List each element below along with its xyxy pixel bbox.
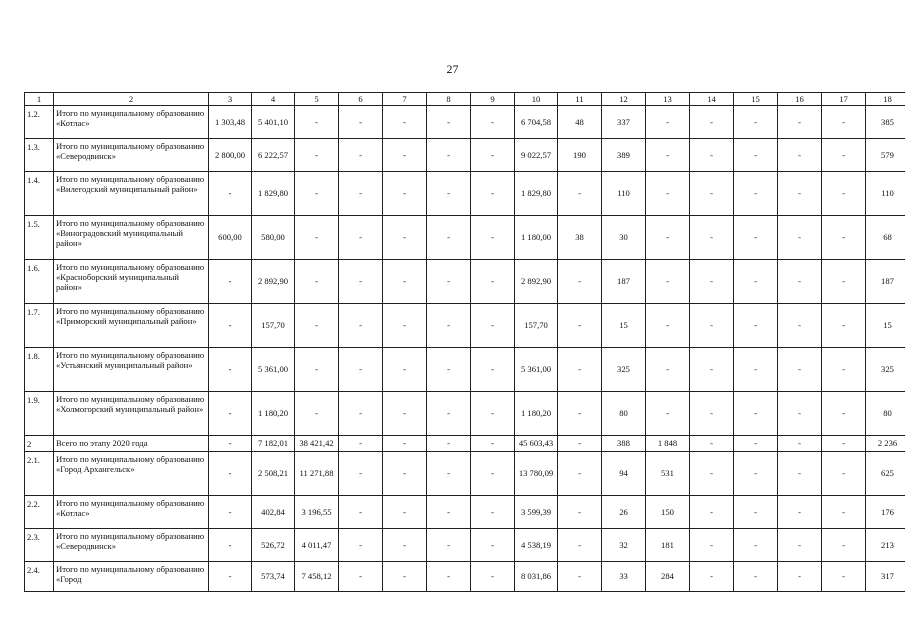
table-cell: 7 458,12 [295, 562, 339, 592]
table-cell: - [558, 260, 602, 304]
table-cell: 325 [602, 348, 646, 392]
table-cell: - [383, 304, 427, 348]
table-cell: - [822, 172, 866, 216]
table-cell: - [646, 216, 690, 260]
row-name: Итого по муниципальному образованию «Вилегодский муниципальный район» [54, 172, 209, 216]
row-number: 1.5. [25, 216, 54, 260]
table-cell: - [427, 106, 471, 139]
table-cell: - [383, 172, 427, 216]
table-cell: 3 196,55 [295, 496, 339, 529]
row-name: Итого по муниципальному образованию «Устьянский муниципальный район» [54, 348, 209, 392]
row-number: 1.9. [25, 392, 54, 436]
table-cell: 187 [602, 260, 646, 304]
table-cell: - [427, 452, 471, 496]
table-cell: - [778, 392, 822, 436]
table-cell: - [822, 304, 866, 348]
table-cell: - [383, 562, 427, 592]
table-cell: - [690, 172, 734, 216]
table-cell: - [209, 172, 252, 216]
table-cell: 5 401,10 [252, 106, 295, 139]
table-cell: - [646, 172, 690, 216]
table-cell: 157,70 [252, 304, 295, 348]
row-name: Итого по муниципальному образованию «Красноборский муниципальный район» [54, 260, 209, 304]
table-cell: - [383, 260, 427, 304]
column-header: 9 [471, 93, 515, 106]
table-row [25, 139, 905, 172]
table-cell: 80 [866, 392, 905, 436]
table-cell: - [295, 106, 339, 139]
table-cell: - [471, 348, 515, 392]
table-cell: - [734, 139, 778, 172]
table-cell: - [690, 304, 734, 348]
row-number: 1.7. [25, 304, 54, 348]
table-cell: 213 [866, 529, 905, 562]
table-cell: - [471, 106, 515, 139]
table-cell: - [690, 562, 734, 592]
row-name: Итого по муниципальному образованию «Город Архангельск» [54, 452, 209, 496]
row-number: 1.2. [25, 106, 54, 139]
table-cell: - [734, 452, 778, 496]
column-header: 13 [646, 93, 690, 106]
table-cell: 32 [602, 529, 646, 562]
table-cell: 11 271,88 [295, 452, 339, 496]
table-cell: - [471, 436, 515, 452]
table-cell: - [558, 304, 602, 348]
table-cell: - [339, 139, 383, 172]
column-header: 4 [252, 93, 295, 106]
column-header: 17 [822, 93, 866, 106]
table-cell: 5 361,00 [252, 348, 295, 392]
table-cell: 48 [558, 106, 602, 139]
table-cell: - [209, 436, 252, 452]
table-cell: 625 [866, 452, 905, 496]
table-cell: - [427, 496, 471, 529]
table-cell: 150 [646, 496, 690, 529]
table-cell: - [427, 304, 471, 348]
table-row [25, 496, 905, 529]
table-cell: 531 [646, 452, 690, 496]
table-cell: 33 [602, 562, 646, 592]
table-cell: - [427, 392, 471, 436]
table-cell: 8 031,86 [515, 562, 558, 592]
row-number: 1.4. [25, 172, 54, 216]
table-cell: - [558, 348, 602, 392]
table-cell: 1 303,48 [209, 106, 252, 139]
table-cell: - [778, 216, 822, 260]
table-cell: 45 603,43 [515, 436, 558, 452]
table-cell: - [209, 260, 252, 304]
table-cell: - [383, 392, 427, 436]
table-cell: 1 180,20 [252, 392, 295, 436]
table-cell: - [339, 529, 383, 562]
table-cell: 3 599,39 [515, 496, 558, 529]
table-cell: 94 [602, 452, 646, 496]
table-cell: 110 [602, 172, 646, 216]
table-row [25, 304, 905, 348]
table-cell: 110 [866, 172, 905, 216]
table-cell: 80 [602, 392, 646, 436]
table-cell: - [646, 139, 690, 172]
table-cell: - [690, 529, 734, 562]
table-cell: - [822, 392, 866, 436]
table-cell: 30 [602, 216, 646, 260]
program-table [24, 92, 905, 592]
row-name: Итого по муниципальному образованию «Северодвинск» [54, 139, 209, 172]
table-cell: - [295, 348, 339, 392]
table-cell: - [339, 562, 383, 592]
table-cell: - [822, 452, 866, 496]
column-header: 6 [339, 93, 383, 106]
table-row [25, 348, 905, 392]
table-cell: - [209, 392, 252, 436]
table-cell: - [295, 392, 339, 436]
table-cell: 1 180,20 [515, 392, 558, 436]
table-cell: - [778, 304, 822, 348]
table-cell: - [427, 172, 471, 216]
row-name: Итого по муниципальному образованию «Холмогорский муниципальный район» [54, 392, 209, 436]
table-cell: 2 508,21 [252, 452, 295, 496]
row-name: Итого по муниципальному образованию «Котлас» [54, 106, 209, 139]
column-header: 2 [54, 93, 209, 106]
table-row [25, 562, 905, 592]
row-name: Итого по муниципальному образованию «Северодвинск» [54, 529, 209, 562]
page-number: 27 [446, 62, 459, 76]
table-cell: - [778, 172, 822, 216]
table-cell: - [295, 260, 339, 304]
column-header: 11 [558, 93, 602, 106]
table-cell: - [734, 496, 778, 529]
table-cell: 317 [866, 562, 905, 592]
table-cell: - [734, 436, 778, 452]
column-header: 18 [866, 93, 905, 106]
table-cell: - [734, 260, 778, 304]
column-header: 10 [515, 93, 558, 106]
table-cell: 600,00 [209, 216, 252, 260]
table-cell: - [646, 392, 690, 436]
table-cell: - [822, 216, 866, 260]
table-cell: 284 [646, 562, 690, 592]
table-cell: - [690, 392, 734, 436]
table-cell: - [690, 216, 734, 260]
table-cell: - [558, 392, 602, 436]
table-cell: - [427, 260, 471, 304]
table-cell: - [339, 216, 383, 260]
table-cell: - [383, 529, 427, 562]
table-cell: - [471, 452, 515, 496]
table-cell: 4 011,47 [295, 529, 339, 562]
table-cell: - [822, 348, 866, 392]
table-row [25, 260, 905, 304]
row-number: 1.3. [25, 139, 54, 172]
table-cell: 176 [866, 496, 905, 529]
table-cell: 26 [602, 496, 646, 529]
table-cell: 573,74 [252, 562, 295, 592]
table-cell: - [209, 496, 252, 529]
table-cell: - [778, 260, 822, 304]
table-cell: - [471, 392, 515, 436]
row-name: Итого по муниципальному образованию «Котлас» [54, 496, 209, 529]
table-cell: 526,72 [252, 529, 295, 562]
table-cell: - [734, 392, 778, 436]
table-cell: - [209, 562, 252, 592]
table-row [25, 392, 905, 436]
column-header: 12 [602, 93, 646, 106]
table-cell: - [558, 172, 602, 216]
row-number: 2.1. [25, 452, 54, 496]
table-cell: - [778, 452, 822, 496]
table-cell: 385 [866, 106, 905, 139]
table-cell: 187 [866, 260, 905, 304]
row-number: 1.6. [25, 260, 54, 304]
table-row [25, 529, 905, 562]
table-row [25, 172, 905, 216]
table-cell: - [558, 496, 602, 529]
table-cell: - [209, 529, 252, 562]
table-body [25, 93, 905, 592]
table-cell: 6 704,58 [515, 106, 558, 139]
table-cell: 38 421,42 [295, 436, 339, 452]
column-header: 7 [383, 93, 427, 106]
table-cell: - [734, 348, 778, 392]
table-cell: 325 [866, 348, 905, 392]
table-cell: - [734, 216, 778, 260]
column-header: 3 [209, 93, 252, 106]
table-cell: - [471, 216, 515, 260]
table-cell: - [471, 529, 515, 562]
table-cell: - [822, 496, 866, 529]
table-cell: - [646, 260, 690, 304]
table-cell: 389 [602, 139, 646, 172]
table-cell: - [339, 348, 383, 392]
table-cell: - [383, 216, 427, 260]
row-number: 2.4. [25, 562, 54, 592]
table-row [25, 106, 905, 139]
table-cell: 2 236 [866, 436, 905, 452]
table-cell: 5 361,00 [515, 348, 558, 392]
table-cell: - [646, 106, 690, 139]
table-row [25, 452, 905, 496]
row-number: 2.3. [25, 529, 54, 562]
table-cell: - [822, 139, 866, 172]
row-number: 2.2. [25, 496, 54, 529]
table-cell: - [427, 562, 471, 592]
table-cell: - [734, 562, 778, 592]
table-cell: - [295, 172, 339, 216]
table-cell: - [339, 496, 383, 529]
table-cell: - [690, 106, 734, 139]
table-cell: - [822, 436, 866, 452]
table-cell: - [778, 106, 822, 139]
table-cell: - [778, 139, 822, 172]
table-cell: - [295, 216, 339, 260]
table-cell: - [471, 562, 515, 592]
table-cell: - [295, 304, 339, 348]
table-cell: 579 [866, 139, 905, 172]
table-cell: 68 [866, 216, 905, 260]
column-header: 5 [295, 93, 339, 106]
table-cell: - [339, 172, 383, 216]
table-cell: - [734, 106, 778, 139]
table-cell: - [339, 106, 383, 139]
table-cell: - [646, 348, 690, 392]
table-cell: 580,00 [252, 216, 295, 260]
table-cell: - [558, 436, 602, 452]
table-cell: - [209, 348, 252, 392]
row-number: 2 [25, 436, 54, 452]
table-cell: 402,84 [252, 496, 295, 529]
table-cell: - [471, 304, 515, 348]
table-cell: - [427, 529, 471, 562]
table-cell: - [690, 496, 734, 529]
table-row [25, 216, 905, 260]
table-cell: - [822, 260, 866, 304]
table-cell: - [778, 436, 822, 452]
table-cell: 190 [558, 139, 602, 172]
table-cell: 13 780,09 [515, 452, 558, 496]
column-header: 16 [778, 93, 822, 106]
table-cell: - [339, 436, 383, 452]
table-cell: 9 022,57 [515, 139, 558, 172]
table-cell: - [471, 496, 515, 529]
table-cell: 1 829,80 [515, 172, 558, 216]
table-cell: - [734, 304, 778, 348]
table-cell: - [778, 496, 822, 529]
column-header: 1 [25, 93, 54, 106]
table-cell: - [558, 562, 602, 592]
table-cell: - [471, 172, 515, 216]
table-cell: - [690, 452, 734, 496]
table-cell: 2 892,90 [515, 260, 558, 304]
table-cell: - [339, 304, 383, 348]
table-cell: - [339, 392, 383, 436]
table-cell: 157,70 [515, 304, 558, 348]
table-cell: 1 180,00 [515, 216, 558, 260]
table-cell: 337 [602, 106, 646, 139]
column-header: 15 [734, 93, 778, 106]
table-cell: 388 [602, 436, 646, 452]
table-cell: - [822, 529, 866, 562]
table-cell: - [339, 260, 383, 304]
row-number: 1.8. [25, 348, 54, 392]
table-cell: 1 848 [646, 436, 690, 452]
table-cell: - [471, 260, 515, 304]
table-cell: - [383, 106, 427, 139]
column-header: 14 [690, 93, 734, 106]
table-cell: - [383, 139, 427, 172]
table-header-row [25, 93, 905, 106]
table-cell: - [383, 348, 427, 392]
table-cell: - [690, 348, 734, 392]
table-row [25, 436, 905, 452]
table-cell: - [383, 436, 427, 452]
row-name: Итого по муниципальному образованию «Город [54, 562, 209, 592]
table-cell: 15 [866, 304, 905, 348]
table-cell: - [646, 304, 690, 348]
table-cell: 15 [602, 304, 646, 348]
row-name: Итого по муниципальному образованию «Виноградовский муниципальный район» [54, 216, 209, 260]
table-cell: 38 [558, 216, 602, 260]
table-cell: 4 538,19 [515, 529, 558, 562]
table-cell: - [734, 529, 778, 562]
table-cell: - [427, 348, 471, 392]
row-name: Итого по муниципальному образованию «Приморский муниципальный район» [54, 304, 209, 348]
table-cell: - [778, 348, 822, 392]
table-cell: - [734, 172, 778, 216]
table-cell: 7 182,01 [252, 436, 295, 452]
table-cell: - [209, 452, 252, 496]
table-cell: - [427, 436, 471, 452]
table-cell: 2 800,00 [209, 139, 252, 172]
column-header: 8 [427, 93, 471, 106]
table-cell: - [558, 529, 602, 562]
table-cell: - [383, 496, 427, 529]
table-cell: 6 222,57 [252, 139, 295, 172]
table-cell: - [558, 452, 602, 496]
table-cell: - [822, 106, 866, 139]
table-cell: - [778, 529, 822, 562]
table-cell: - [295, 139, 339, 172]
table-cell: - [690, 436, 734, 452]
table-cell: - [339, 452, 383, 496]
row-name: Всего по этапу 2020 года [54, 436, 209, 452]
table-cell: - [427, 139, 471, 172]
table-cell: - [383, 452, 427, 496]
table-cell: - [778, 562, 822, 592]
table-cell: - [690, 260, 734, 304]
table-cell: - [822, 562, 866, 592]
table-cell: - [690, 139, 734, 172]
table-cell: 2 892,90 [252, 260, 295, 304]
table-cell: - [471, 139, 515, 172]
table-cell: - [209, 304, 252, 348]
table-cell: 181 [646, 529, 690, 562]
table-cell: - [427, 216, 471, 260]
table-cell: 1 829,80 [252, 172, 295, 216]
